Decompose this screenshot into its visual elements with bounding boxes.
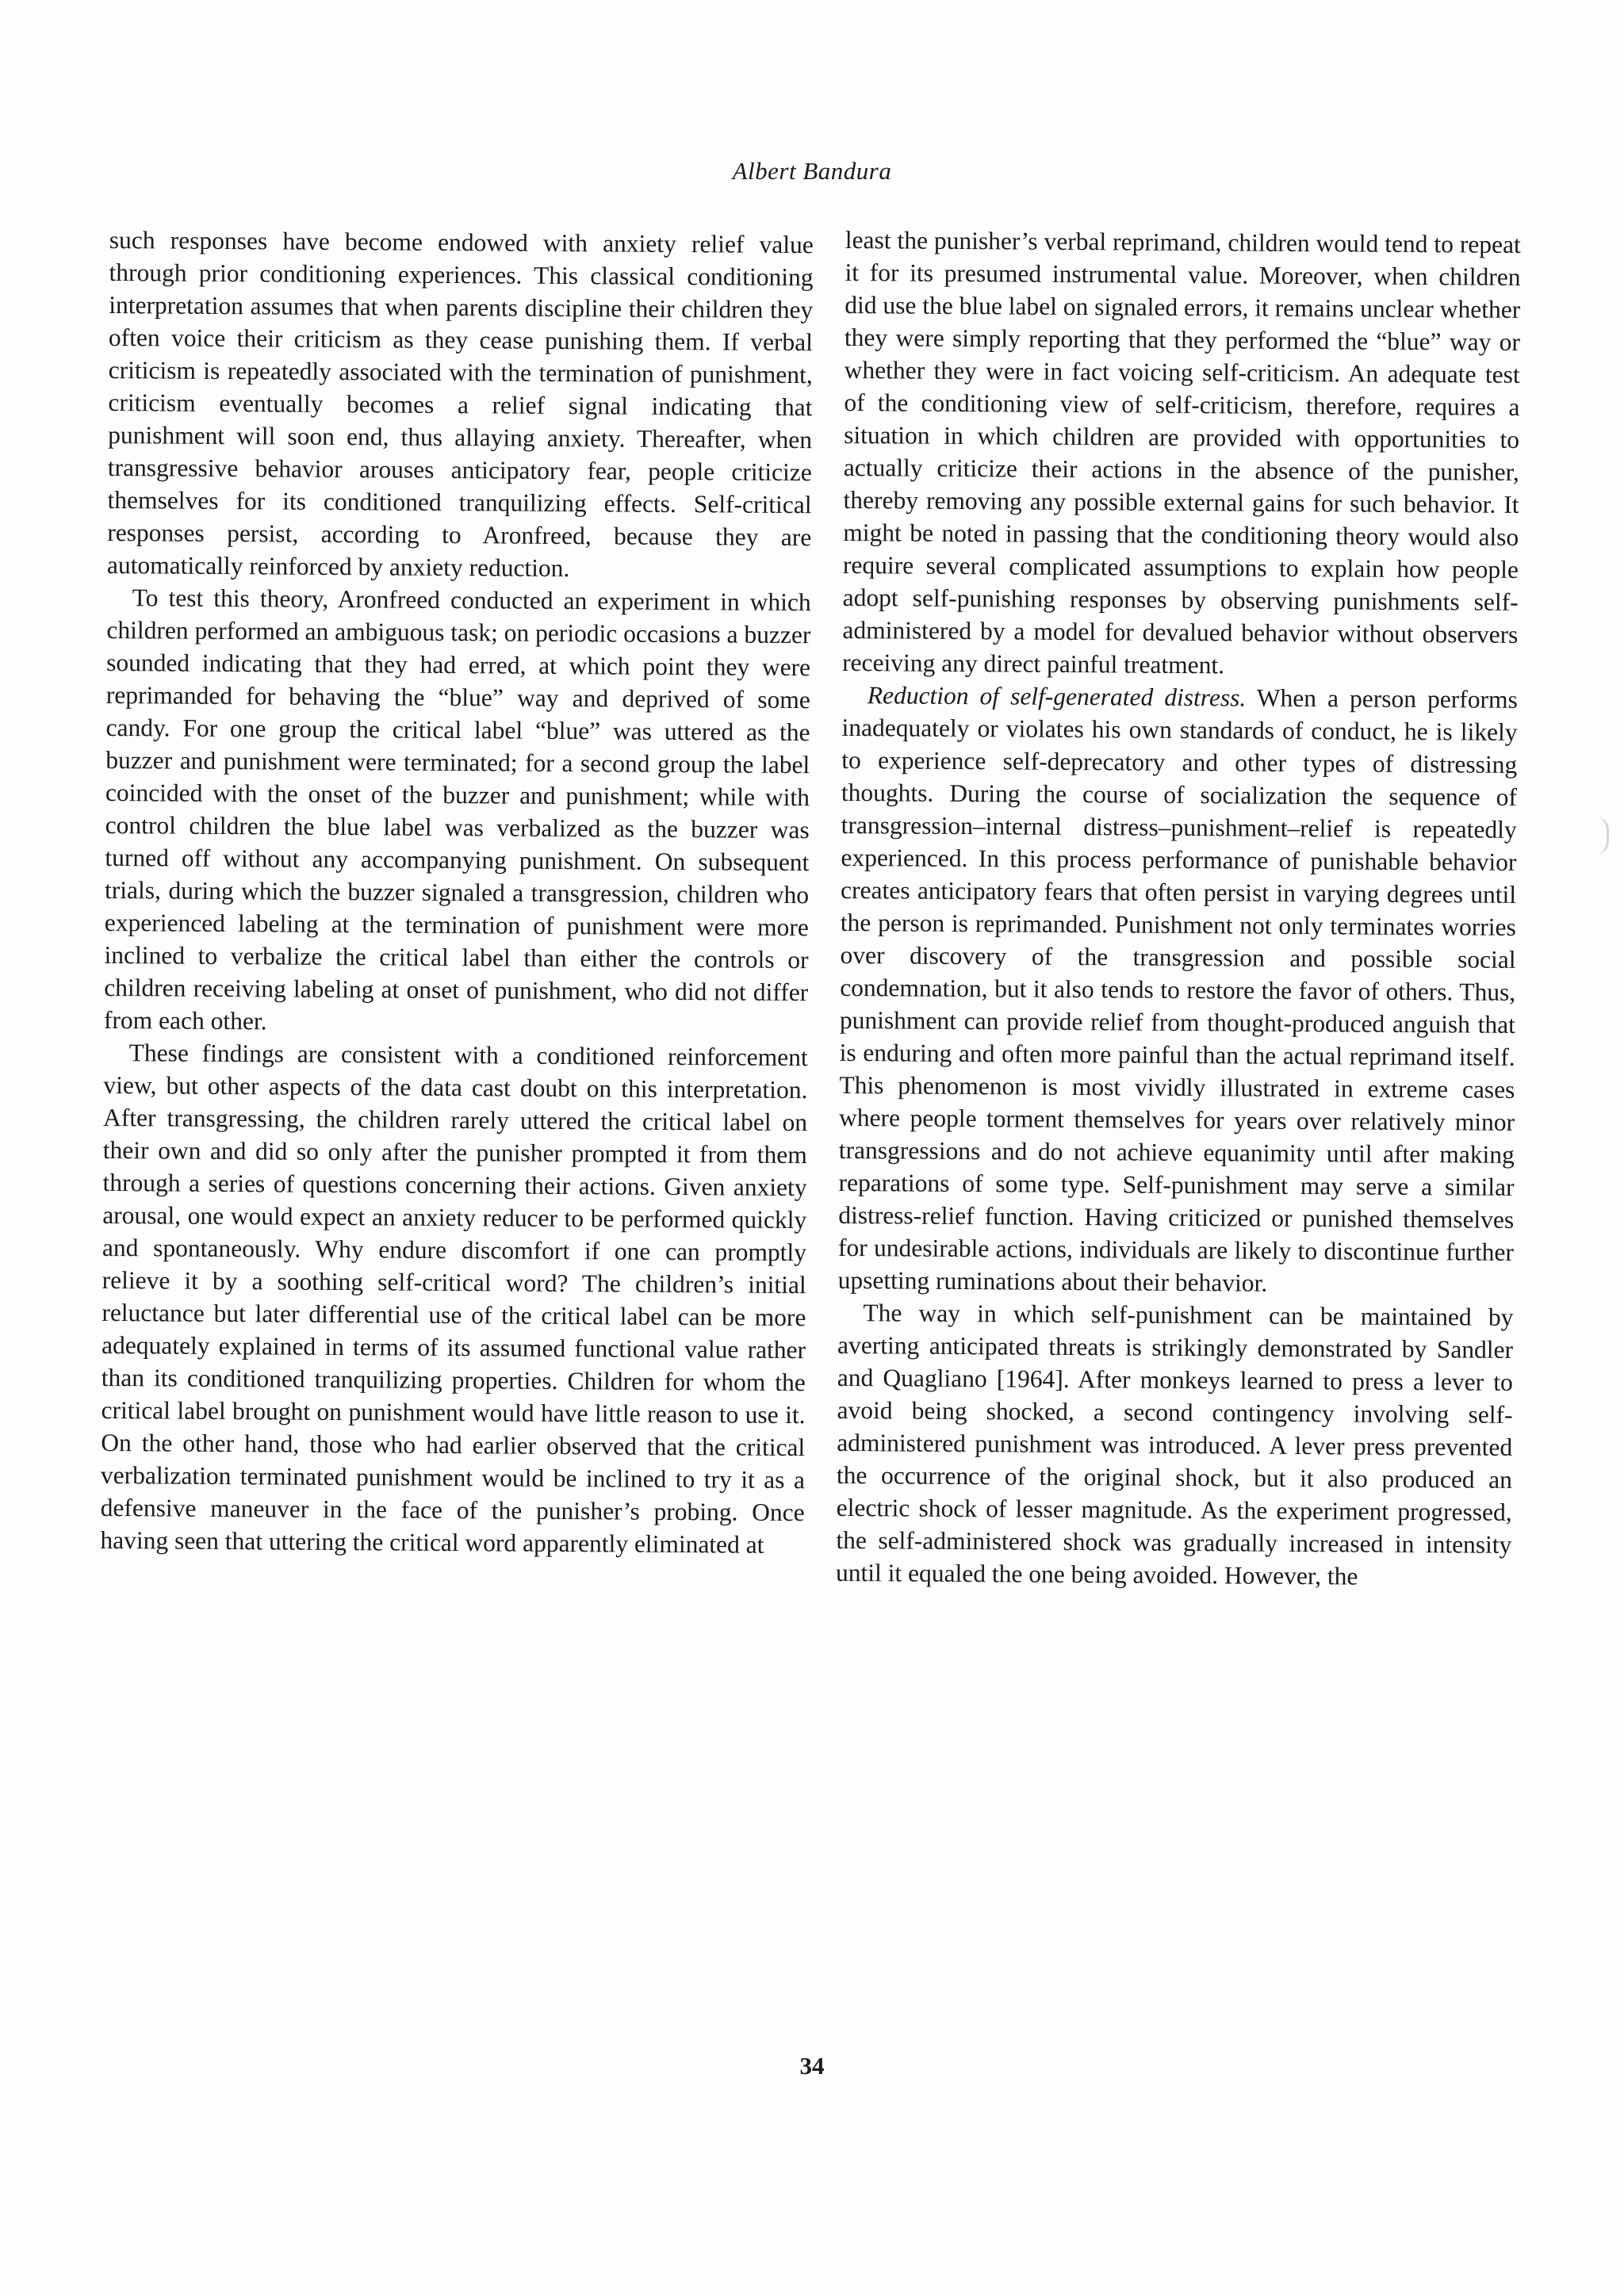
paragraph: least the punisher’s verbal reprimand, children would tend to repeat it for its presumed instrumental value. Moreover, when children did use the blue label on signaled errors, it remains unclear whether they were simply reporting that they performed the “blue” way or whether they were in fact voicing self-criticism. An adequate test of the conditioning view of self-criticism, therefore, requires a situation in which children are provided with opportunities to actually criticize their actions in the absence of the punisher, thereby removing any possible external gains for such behavior. It might be noted in passing that the conditioning theory would also require several complicated assumptions to explain how people adopt self-punishing responses by observing punishments self-administered by a model for devalued behavior without observers receiving any direct painful treatment. bbox=[842, 225, 1521, 679]
page-number: 34 bbox=[799, 2052, 825, 2080]
right-column bbox=[836, 224, 1521, 1594]
paragraph-body: When a person performs inadequately or violates his own standards of conduct, he is likely to experience self-deprecatory and other types of distressing thoughts. During the course of socialization the sequence of transgression–internal distress–punishment–relief is repeatedly experienced. In this process performance of punishable behavior creates anticipatory fears that often persist in varying degrees until the person is reprimanded. Punishment not only terminates worries over discovery of the transgression and possible social condemnation, but it also tends to restore the favor of others. Thus, punishment can provide relief from thought-produced anguish that is enduring and often more painful than the actual reprimand itself. This phenomenon is most vividly illustrated in extreme cases where people torment themselves for years over relatively minor transgressions and do not achieve equanimity until after making reparations of some type. Self-punishment may serve a similar distress-relief function. Having criticized or punished themselves for undesirable actions, individuals are likely to discontinue further upsetting ruminations about their behavior. bbox=[837, 683, 1518, 1297]
running-header: Albert Bandura bbox=[732, 157, 892, 185]
paragraph: such responses have become endowed with anxiety relief value through prior conditioning experiences. This classical conditioning interpretation assumes that when parents discipline their children they often voice their criticism as they cease punishing them. If verbal criticism is repeatedly associated with the termination of punishment, criticism eventually becomes a relief signal indicating that punishment will soon end, thus allaying anxiety. Thereafter, when transgressive behavior arouses anticipatory fear, people criticize themselves for its conditioned tranquilizing effects. Self-critical responses persist, according to Aronfreed, because they are automatically reinforced by anxiety reduction. bbox=[106, 225, 814, 583]
left-column bbox=[100, 224, 814, 1561]
paragraph bbox=[838, 679, 1518, 1301]
paragraph: The way in which self-punishment can be maintained by averting anticipated threats is strikingly demonstrated by Sandler and Quagliano [1964]. After monkeys learned to press a lever to avoid being shocked, a second contingency involving self-administered punishment was introduced. A lever press prevented the occurrence of the original shock, but it also produced an electric shock of lesser magnitude. As the experiment progressed, the self-administered shock was gradually increased in intensity until it equaled the one being avoided. However, the bbox=[835, 1299, 1514, 1590]
paragraph: To test this theory, Aronfreed conducted an experiment in which children performed an ambiguous task; on periodic occasions a buzzer sounded indicating that they had erred, at which point they were reprimanded for behaving the “blue” way and deprived of some candy. For one group the critical label “blue” was uttered as the buzzer and punishment were terminated; for a second group the label coincided with the onset of the buzzer and punishment; while with control children the blue label was verbalized as the buzzer was turned off without any accompanying punishment. On subsequent trials, during which the buzzer signaled a transgression, children who experienced labeling at the termination of punishment were more inclined to verbalize the critical label than either the controls or children receiving labeling at onset of punishment, who did not differ from each other. bbox=[103, 584, 811, 1035]
paragraph: These findings are consistent with a conditioned reinforcement view, but other aspects of the data cast doubt on this interpretation. After transgressing, the children rarely uttered the critical label on their own and did so only after the punisher prompted it from them through a series of questions concerning their actions. Given anxiety arousal, one would expect an anxiety reducer to be performed quickly and spontaneously. Why endure discomfort if one can promptly relieve it by a soothing self-critical word? The children’s initial reluctance but later differential use of the critical label can be more adequately explained in terms of its assumed functional value rather than its conditioned tranquilizing properties. Children for whom the critical label brought on punishment would have little reason to use it. On the other hand, those who had earlier observed that the critical verbalization terminated punishment would be inclined to try it as a defensive maneuver in the face of the punisher’s probing. Once having seen that uttering the critical word apparently eliminated at bbox=[100, 1039, 808, 1559]
margin-mark bbox=[1595, 817, 1609, 855]
section-heading: Reduction of self-generated distress. bbox=[867, 681, 1247, 712]
